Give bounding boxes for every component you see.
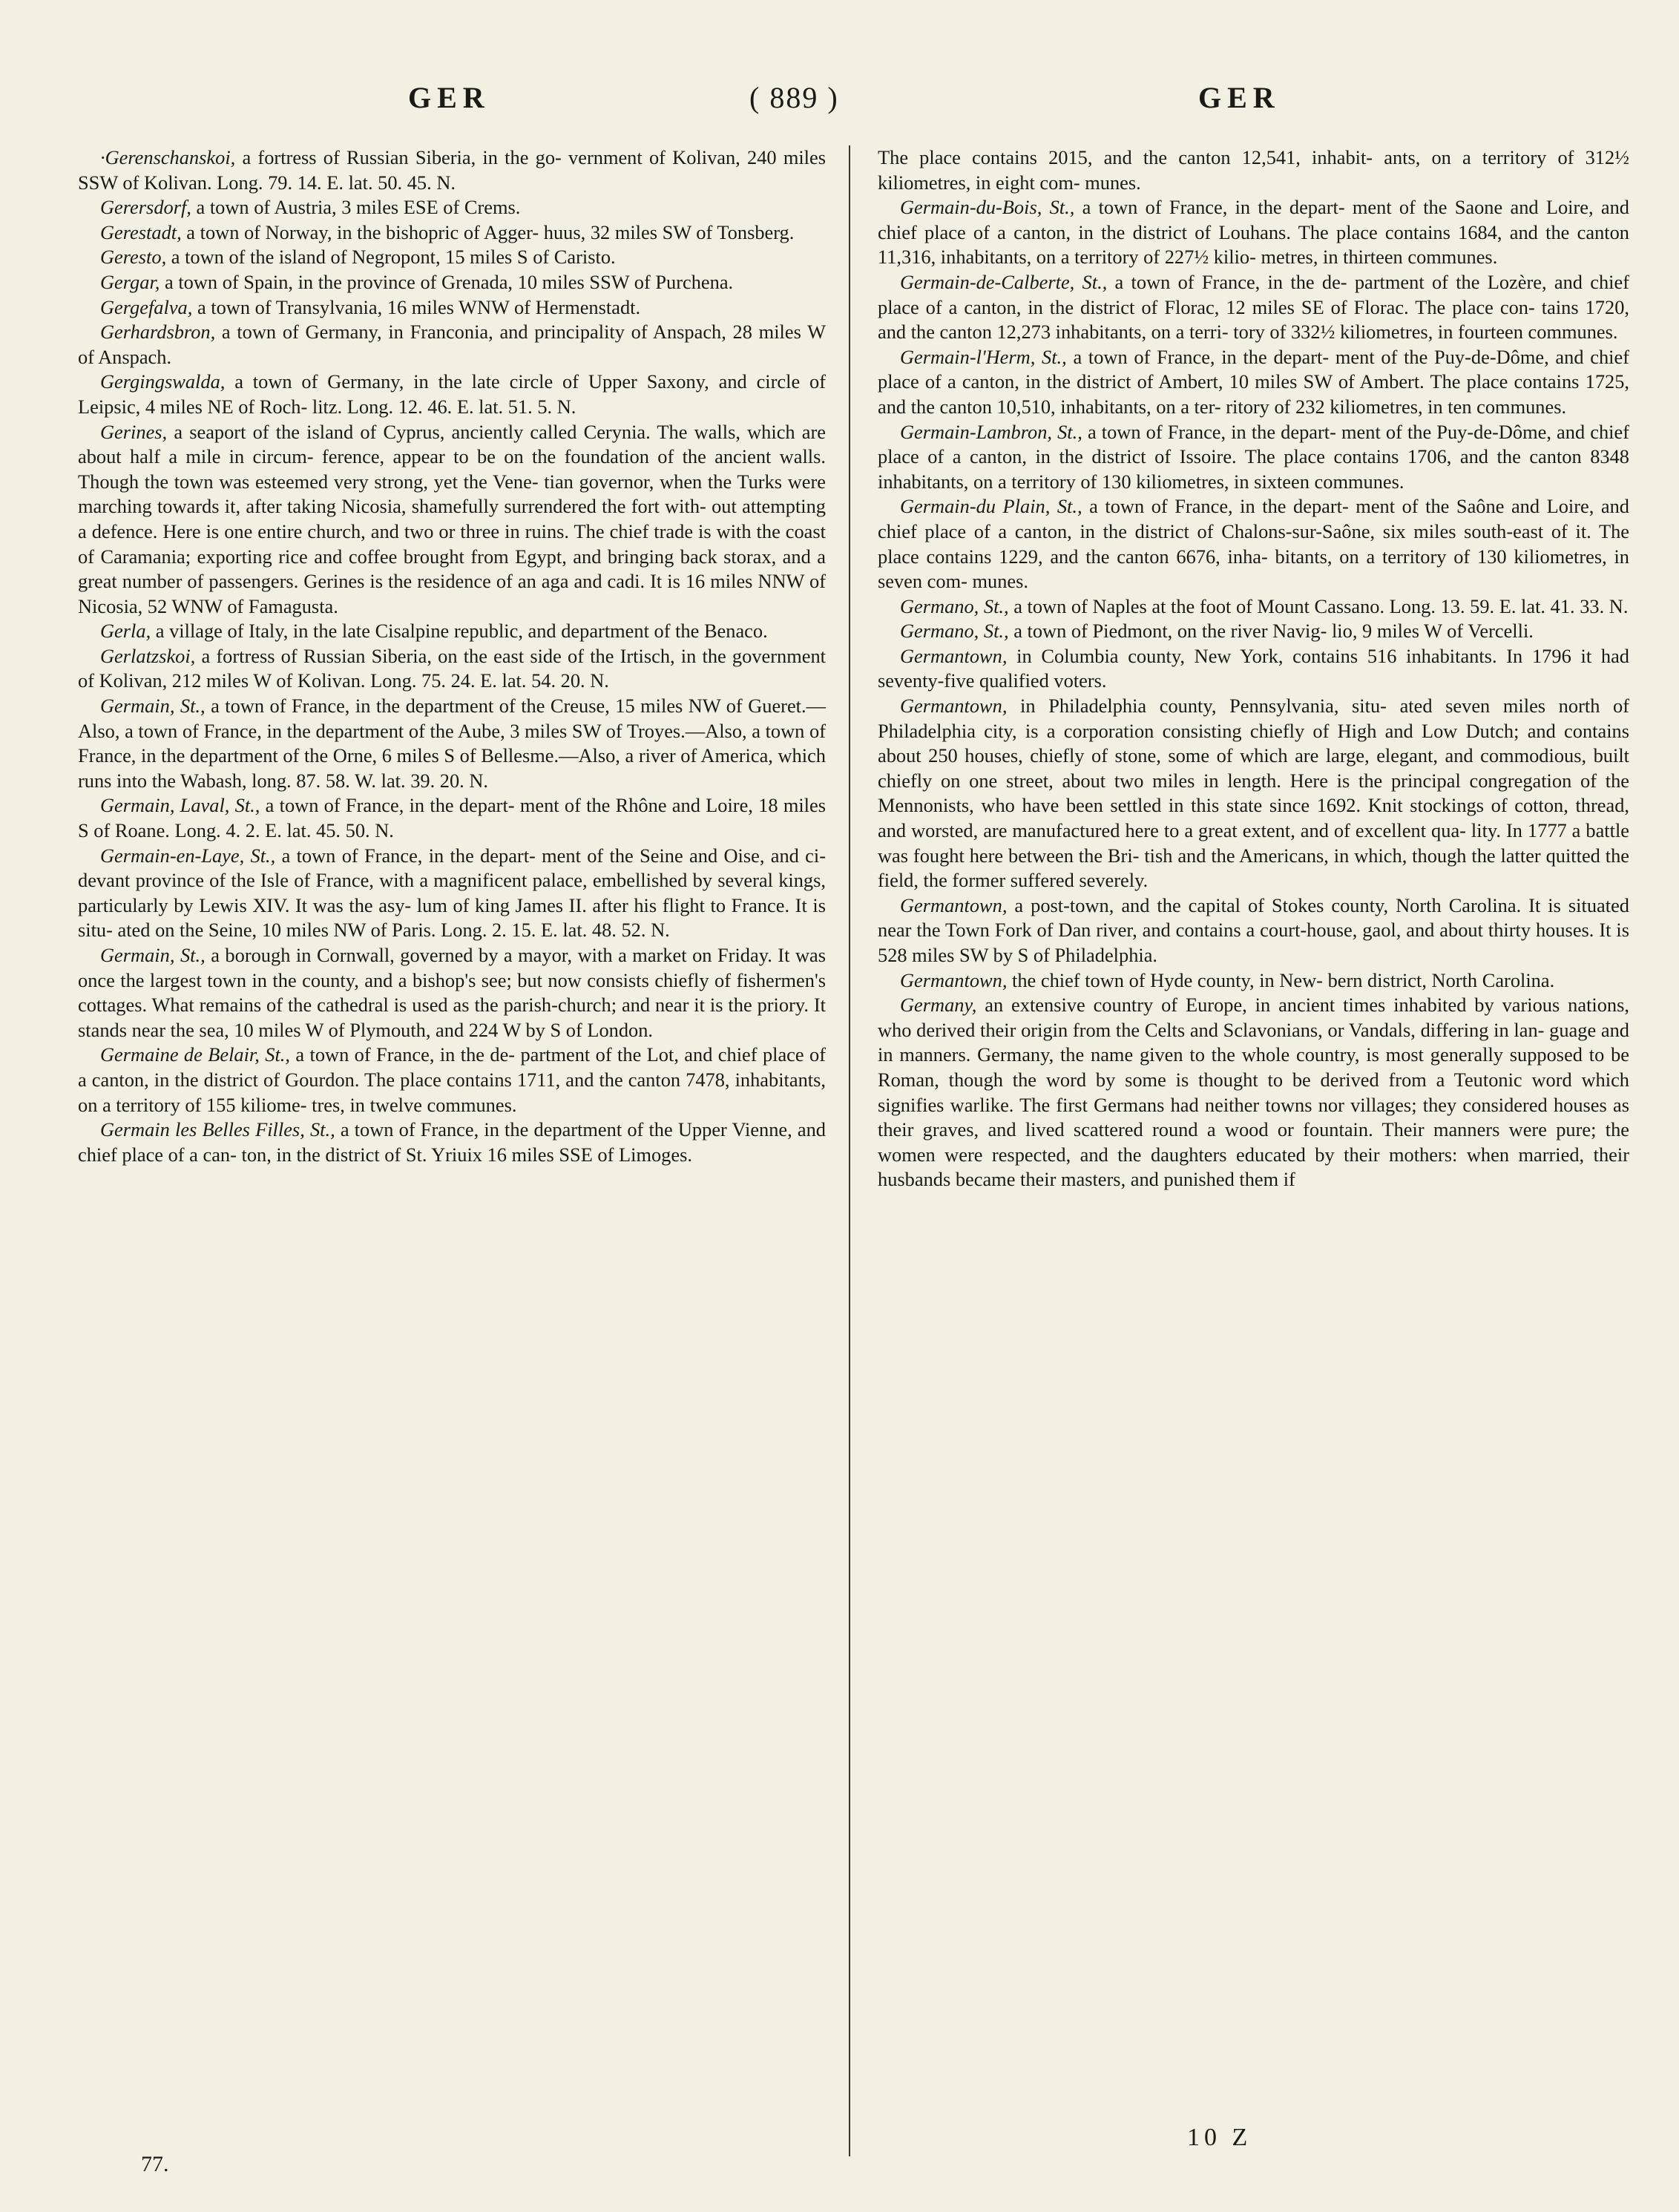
entry-headword: Germain-de-Calberte, St.,: [900, 270, 1108, 293]
entry-headword: Germantown,: [900, 968, 1008, 991]
entry-headword: Germain, St.,: [100, 944, 206, 966]
gazetteer-entry: [78, 270, 826, 295]
entry-text: a town of Germany, in the late circle of Upper Saxony, and circle of Leipsic, 4 miles NE of Roch- litz. Long. 12. 46. E. lat. 51. 5. N.: [78, 370, 826, 418]
gazetteer-entry: [78, 195, 826, 220]
gazetteer-entry: [78, 420, 826, 620]
gazetteer-entry: [878, 694, 1629, 893]
entry-text: a fortress of Russian Siberia, in the go- vernment of Kolivan, 240 miles SSW of Kolivan. Long. 79. 14. E. lat. 50. 45. N.: [78, 146, 826, 194]
entry-text: in Columbia county, New York, contains 516 inhabitants. In 1796 it had seventy-five qualified voters.: [878, 644, 1629, 692]
gazetteer-entry: [878, 619, 1629, 644]
entry-headword: Gerines,: [100, 420, 168, 443]
entry-headword: Germano, St.,: [900, 594, 1009, 617]
entry-text: a town of Germany, in Franconia, and principality of Anspach, 28 miles W of Anspach.: [78, 321, 826, 368]
entry-headword: Germantown,: [900, 695, 1008, 718]
left-column: [78, 145, 826, 1167]
entry-headword: Germain, Laval, St.,: [100, 794, 260, 817]
entry-headword: Germain-du Plain, St.,: [900, 495, 1082, 518]
gazetteer-entry: [78, 844, 826, 943]
gazetteer-entry: [78, 619, 826, 644]
entry-headword: Gerla,: [100, 620, 151, 643]
gathering-mark: 10 Z: [1187, 2124, 1252, 2151]
entry-headword: Gerestadt,: [100, 220, 182, 243]
entry-text: a town of France, in the de- partment of the Lot, and chief place of a canton, in the district of Gourdon. The place contains 1711, and the canton 7478, inhabitants, on a territory of 155 kiliome- tres, in twelve communes.: [78, 1043, 826, 1116]
gazetteer-entry: [78, 320, 826, 370]
gazetteer-entry: [78, 694, 826, 793]
gazetteer-entry: [878, 345, 1629, 420]
entry-headword: Germain-Lambron, St.,: [900, 420, 1082, 443]
gazetteer-entry: [78, 644, 826, 694]
gazetteer-entry: [78, 145, 826, 195]
entry-text: a town of the island of Negropont, 15 miles S of Caristo.: [166, 246, 616, 269]
page-number: ( 889 ): [749, 81, 839, 114]
entry-text: a borough in Cornwall, governed by a mayor, with a market on Friday. It was once the largest town in the county, and a bishop's see; but now consists chiefly of fishermen's cottages. What remains of the cathedral is used as the parish-church; and near it is the priory. It stands near the sea, 10 miles W of Plymouth, and 224 W by S of London.: [78, 944, 826, 1041]
entry-headword: Germain les Belles Filles, St.,: [100, 1118, 335, 1141]
entry-headword: Germano, St.,: [900, 620, 1009, 643]
gazetteer-entry: [878, 195, 1629, 270]
entry-text: a town of France, in the department of the Creuse, 15 miles NW of Gueret.—Also, a town of France, in the department of the Aube, 3 miles SW of Troyes.—Also, a town of France, in the department of the Orne, 6 miles S of Bellesme.—Also, a river of America, which runs into the Wabash, long. 87. 58. W. lat. 39. 20. N.: [78, 695, 826, 792]
entry-text: a town of Norway, in the bishopric of Agger- huus, 32 miles SW of Tonsberg.: [181, 220, 795, 243]
gazetteer-entry: [78, 295, 826, 321]
entry-text: a town of France, in the depart- ment of the Puy-de-Dôme, and chief place of a canton, in the district of Ambert, 10 miles SW of Ambert. The place contains 1725, and the canton 10,510, inhabitants, on a ter- ritory of 232 kiliometres, in ten communes.: [878, 345, 1629, 418]
entry-headword: ·Gerenschanskoi,: [100, 146, 236, 168]
entry-headword: Geresto,: [100, 246, 167, 269]
entry-text: an extensive country of Europe, in ancient times inhabited by various nations, who derived their origin from the Celts and Sclavonians, or Vandals, differing in lan- guage and in manners. Germany, the name given to the whole country, is most generally supposed to be Roman, though the word by some is thought to be derived from a Teutonic word which signifies warlike. The first Germans had neither towns nor villages; they considered houses as their graves, and lived scattered round a wood or fountain. Their manners were pure; the women were respected, and the daughters educated by their mothers: when married, their husbands became their masters, and punished them if: [878, 994, 1629, 1191]
entry-text: a town of Spain, in the province of Grenada, 10 miles SSW of Purchena.: [160, 270, 734, 293]
entry-text: a village of Italy, in the late Cisalpine republic, and department of the Benaco.: [151, 620, 768, 643]
gazetteer-entry: [878, 893, 1629, 968]
entry-text: the chief town of Hyde county, in New- bern district, North Carolina.: [1007, 968, 1555, 991]
entry-text: a town of France, in the de- partment of the Lozère, and chief place of a canton, in the district of Florac, 12 miles SE of Florac. The place con- tains 1720, and the canton 12,273 inhabitants, on a terri- tory of 332½ kiliometres, in fourteen communes.: [878, 270, 1629, 344]
entry-headword: Germain, St.,: [100, 695, 206, 718]
entry-headword: Germany,: [900, 994, 977, 1017]
gazetteer-entry: [878, 644, 1629, 694]
entry-text: a town of Piedmont, on the river Navig- lio, 9 miles W of Vercelli.: [1008, 620, 1534, 643]
entry-text: in Philadelphia county, Pennsylvania, situ- ated seven miles north of Philadelphia city, is a corporation consisting chiefly of High and Low Dutch; and contains about 250 houses, chiefly of stone, some of which are large, elegant, and commodious, built chiefly on one street, about two miles in length. Here is the principal congregation of the Mennonists, who have been settled in this state since 1692. Knit stockings of cotton, thread, and worsted, are manufactured here to a great extent, and of excellent qua- lity. In 1777 a battle was fought here between the Bri- tish and the Americans, in which, though the latter quitted the field, the former suffered severely.: [878, 695, 1629, 892]
gazetteer-entry: [878, 420, 1629, 495]
entry-text: a town of Austria, 3 miles ESE of Crems.: [191, 196, 521, 219]
entry-text: a town of Transylvania, 16 miles WNW of Hermenstadt.: [192, 295, 641, 318]
signature-mark: 77.: [141, 2152, 169, 2176]
entry-text: a town of France, in the depart- ment of the Saone and Loire, and chief place of a canton, in the district of Louhans. The place contains 1684, and the canton 11,316, inhabitants, on a territory of 227½ kilio- metres, in thirteen communes.: [878, 196, 1629, 269]
gazetteer-entry: [878, 494, 1629, 594]
header-left: GER: [408, 81, 490, 114]
header-right: GER: [1198, 81, 1281, 114]
entry-text: a post-town, and the capital of Stokes county, North Carolina. It is situated near the Town Fork of Dan river, and contains a court-house, gaol, and about thirty houses. It is 528 miles SW by S of Philadelphia.: [878, 893, 1629, 966]
entry-text: a town of Naples at the foot of Mount Cassano. Long. 13. 59. E. lat. 41. 33. N.: [1008, 594, 1629, 617]
column-divider: [849, 145, 850, 2156]
entry-headword: Germain-en-Laye, St.,: [100, 844, 276, 867]
gazetteer-entry: [878, 993, 1629, 1192]
entry-text: a town of France, in the depart- ment of the Seine and Oise, and ci-devant province of the Isle of France, with a magnificent palace, embellished by several kings, particularly by Lewis XIV. It was the asy- lum of king James II. after his flight to France. It is situ- ated on the Seine, 10 miles NW of Paris. Long. 2. 15. E. lat. 48. 52. N.: [78, 844, 826, 942]
entry-text: The place contains 2015, and the canton 12,541, inhabit- ants, on a territory of 312½ kiliometres, in eight com- munes.: [878, 146, 1629, 194]
gazetteer-entry: [878, 968, 1629, 994]
entry-text: a town of France, in the depart- ment of the Saône and Loire, and chief place of a canton, in the district of Chalons-sur-Saône, six miles south-east of it. The place contains 1229, and the canton 6676, inha- bitants, on a territory of 130 kiliometres, in seven com- munes.: [878, 495, 1629, 593]
entry-headword: Germaine de Belair, St.,: [100, 1043, 290, 1066]
entry-headword: Germain-du-Bois, St.,: [900, 196, 1075, 219]
entry-headword: Germantown,: [900, 644, 1008, 667]
gazetteer-entry: [78, 793, 826, 843]
entry-text: a town of France, in the depart- ment of the Puy-de-Dôme, and chief place of a canton, in the district of Issoire. The place contains 1706, and the canton 8348 inhabitants, on a territory of 130 kiliometres, in sixteen communes.: [878, 420, 1629, 493]
entry-headword: Gergingswalda,: [100, 370, 226, 393]
gazetteer-entry: [78, 245, 826, 270]
entry-text: a town of France, in the department of the Upper Vienne, and chief place of a can- ton, in the district of St. Yriuix 16 miles SSE of Limoges.: [78, 1118, 826, 1166]
gazetteer-entry: [78, 1043, 826, 1118]
entry-headword: Germantown,: [900, 893, 1008, 916]
entry-text: a seaport of the island of Cyprus, anciently called Cerynia. The walls, which are about half a mile in circum- ference, appear to be on the foundation of the ancient walls. Though the town was esteemed very strong, yet the Vene- tian governor, when the Turks were marching towards it, after taking Nicosia, shamefully surrendered the fort with- out attempting a defence. Here is one entire church, and two or three in ruins. The chief trade is with the coast of Caramania; exporting rice and coffee brought from Egypt, and bringing back storax, and a great number of passengers. Gerines is the residence of an aga and cadi. It is 16 miles NNW of Nicosia, 52 WNW of Famagusta.: [78, 420, 826, 617]
entry-text: a fortress of Russian Siberia, on the east side of the Irtisch, in the government of Kolivan, 212 miles W of Kolivan. Long. 75. 24. E. lat. 54. 20. N.: [78, 644, 826, 692]
running-header: [0, 80, 1679, 125]
entry-text: a town of France, in the depart- ment of the Rhône and Loire, 18 miles S of Roane. Long. 4. 2. E. lat. 45. 50. N.: [78, 794, 826, 842]
gazetteer-entry: [78, 1118, 826, 1167]
entry-headword: Gergar,: [100, 270, 160, 293]
entry-headword: Gerersdorf,: [100, 196, 191, 219]
entry-headword: Germain-l'Herm, St.,: [900, 345, 1067, 368]
gazetteer-entry: [878, 145, 1629, 195]
gazetteer-entry: [878, 270, 1629, 345]
gazetteer-entry: [878, 594, 1629, 620]
entry-headword: Gerlatzskoi,: [100, 644, 196, 667]
gazetteer-entry: [78, 220, 826, 246]
gazetteer-entry: [78, 943, 826, 1043]
entry-headword: Gergefalva,: [100, 295, 193, 318]
right-column: [878, 145, 1629, 1192]
entry-headword: Gerhardsbron,: [100, 321, 216, 344]
gazetteer-entry: [78, 370, 826, 419]
